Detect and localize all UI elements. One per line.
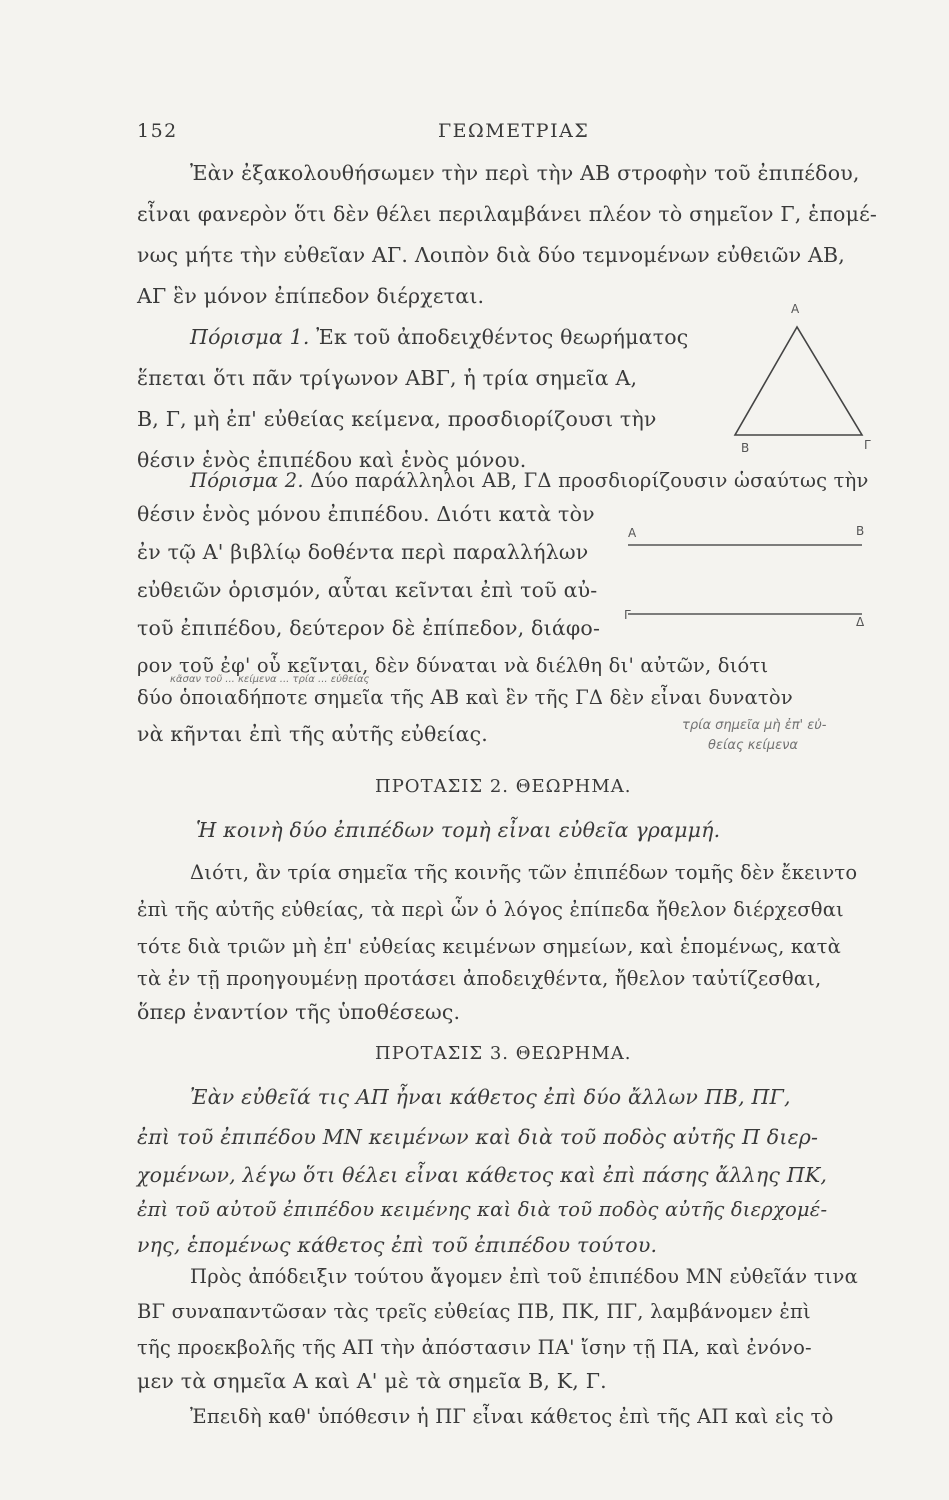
protasis3-proof-1: Πρὸς ἀπόδειξιν τούτου ἄγομεν ἐπὶ τοῦ ἐπιπέδου ΜΝ εὐθεῖάν τινα [190,1265,858,1288]
protasis3-proof-5: Ἐπειδὴ καθ' ὑπόθεσιν ἡ ΠΓ εἶναι κάθετος ἐπὶ τῆς ΑΠ καὶ εἰς τὸ [190,1405,834,1428]
protasis2-title: ΠΡΟΤΑΣΙΣ 2. ΘΕΩΡΗΜΑ. [375,776,632,797]
para1-line-4: ΑΓ ἓν μόνον ἐπίπεδον διέρχεται. [137,284,485,308]
handwritten-note-1: κᾶσαν τοῦ ... κείμενα ... τρία ... εὐθείας [170,674,370,685]
protasis3-statement-5: νης, ἑπομένως κάθετος ἐπὶ τοῦ ἐπιπέδου τούτου. [137,1233,658,1257]
protasis3-title: ΠΡΟΤΑΣΙΣ 3. ΘΕΩΡΗΜΑ. [375,1043,632,1064]
protasis3-proof-4: μεν τὰ σημεῖα Α καὶ Α' μὲ τὰ σημεῖα Β, Κ, Γ. [137,1369,607,1393]
page-number: 152 [137,120,178,142]
triangle-label-b: Β [741,441,750,455]
para1-line-1: Ἐὰν ἐξακολουθήσωμεν τὴν περὶ τὴν ΑΒ στροφὴν τοῦ ἐπιπέδου, [190,161,860,185]
protasis2-line-1: Διότι, ἂν τρία σημεῖα τῆς κοινῆς τῶν ἐπιπέδων τομῆς δὲν ἔκειντο [190,861,858,884]
porisma2-line-6: ρον τοῦ ἐφ' οὗ κεῖνται, δὲν δύναται νὰ διέλθη δι' αὐτῶν, διότι [137,654,769,677]
porisma1-label: Πόρισμα 1. [190,325,310,349]
porisma1-line-4: θέσιν ἑνὸς ἐπιπέδου καὶ ἑνὸς μόνου. [137,448,527,472]
porisma2-line-1 [190,471,869,491]
protasis2-line-2: ἐπὶ τῆς αὐτῆς εὐθείας, τὰ περὶ ὧν ὁ λόγος ἐπίπεδα ἤθελον διέρχεσθαι [137,898,844,921]
porisma2-first: Δύο παράλληλοι ΑΒ, ΓΔ προσδιορίζουσιν ὡσαύτως τὴν [310,469,869,492]
protasis2-line-5: ὅπερ ἐναντίον τῆς ὑποθέσεως. [137,1000,461,1024]
protasis2-line-3: τότε διὰ τριῶν μὴ ἐπ' εὐθείας κειμένων σημείων, καὶ ἑπομένως, κατὰ [137,935,842,958]
porisma1-line-3: Β, Γ, μὴ ἐπ' εὐθείας κείμενα, προσδιορίζουσι τὴν [137,407,657,431]
porisma1-text: Ἐκ τοῦ ἀποδειχθέντος θεωρήματος [316,325,689,349]
porisma1-line-2: ἕπεται ὅτι πᾶν τρίγωνον ΑΒΓ, ἡ τρία σημεῖα Α, [137,366,638,390]
protasis3-proof-3: τῆς προεκβολῆς τῆς ΑΠ τὴν ἀπόστασιν ΠΑ' ἴσην τῇ ΠΑ, καὶ ἐνόνο- [137,1336,812,1359]
protasis3-statement-4: ἐπὶ τοῦ αὐτοῦ ἐπιπέδου κειμένης καὶ διὰ τοῦ ποδὸς αὐτῆς διερχομέ- [137,1198,828,1221]
parallel-label-b: Β [856,524,865,538]
porisma2-label: Πόρισμα 2. [190,469,304,492]
protasis3-statement-2: ἐπὶ τοῦ ἐπιπέδου ΜΝ κειμένων καὶ διὰ τοῦ ποδὸς αὐτῆς Π διερ- [137,1125,819,1149]
para1-line-3: νως μήτε τὴν εὐθεῖαν ΑΓ. Λοιπὸν διὰ δύο τεμνομένων εὐθειῶν ΑΒ, [137,243,845,267]
handwritten-note-2: τρία σημεῖα μὴ ἐπ' εὐ- [682,718,827,733]
parallel-label-a: Α [628,526,637,540]
triangle-label-a: Α [791,302,800,316]
porisma2-line-4: εὐθειῶν ὁρισμόν, αὗται κεῖνται ἐπὶ τοῦ αὐ- [137,578,598,602]
protasis2-line-4: τὰ ἐν τῇ προηγουμένῃ προτάσει ἀποδειχθέντα, ἤθελον ταὐτίζεσθαι, [137,967,822,990]
triangle-figure [735,327,862,435]
protasis3-statement-3: χομένων, λέγω ὅτι θέλει εἶναι κάθετος καὶ ἐπὶ πάσης ἄλλης ΠΚ, [137,1163,828,1187]
protasis2-statement: Ἡ κοινὴ δύο ἐπιπέδων τομὴ εἶναι εὐθεῖα γραμμή. [196,818,721,842]
triangle-label-g: Γ [864,438,871,452]
parallel-label-d: Δ [856,615,865,629]
porisma2-line-8: νὰ κῆνται ἐπὶ τῆς αὐτῆς εὐθείας. [137,722,489,746]
porisma2-line-2: θέσιν ἑνὸς μόνου ἐπιπέδου. Διότι κατὰ τὸν [137,502,595,526]
parallel-label-g: Γ [624,608,631,622]
porisma2-line-7: δύο ὁποιαδήποτε σημεῖα τῆς ΑΒ καὶ ἓν τῆς ΓΔ δὲν εἶναι δυνατὸν [137,686,793,709]
running-title: ΓΕΩΜΕΤΡΙΑΣ [438,120,590,142]
protasis3-statement-1: Ἐὰν εὐθεῖά τις ΑΠ ἦναι κάθετος ἐπὶ δύο ἄλλων ΠΒ, ΠΓ, [190,1085,791,1109]
handwritten-note-3: θείας κείμενα [708,738,798,753]
protasis3-proof-2: ΒΓ συναπαντῶσαν τὰς τρεῖς εὐθείας ΠΒ, ΠΚ, ΠΓ, λαμβάνομεν ἐπὶ [137,1300,811,1323]
para1-line-2: εἶναι φανερὸν ὅτι δὲν θέλει περιλαμβάνει πλέον τὸ σημεῖον Γ, ἑπομέ- [137,202,878,226]
porisma2-line-5: τοῦ ἐπιπέδου, δεύτερον δὲ ἐπίπεδον, διάφο- [137,616,601,640]
porisma2-line-3: ἐν τῷ Α' βιβλίῳ δοθέντα περὶ παραλλήλων [137,540,589,564]
